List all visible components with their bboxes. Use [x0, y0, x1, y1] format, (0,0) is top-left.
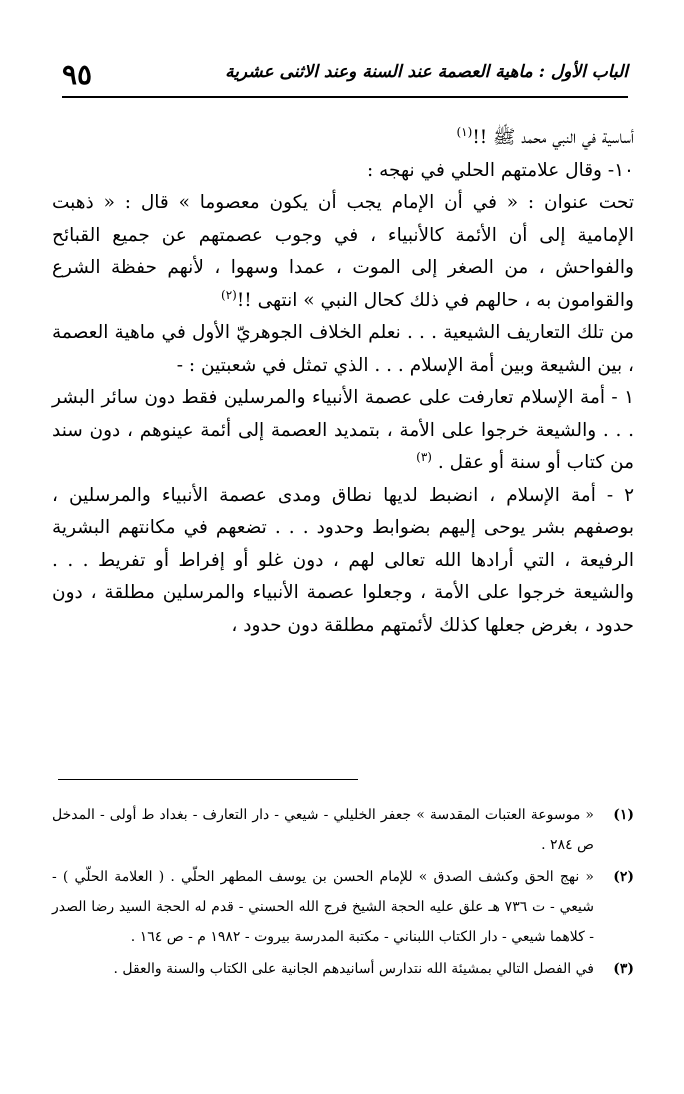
paragraph-2: ١٠- وقال علامتهم الحلي في نهجه : — [367, 159, 634, 181]
footnote-number: (٣) — [613, 961, 634, 977]
body-text — [52, 122, 634, 642]
running-header — [62, 58, 628, 98]
paragraph-5-text: ١ - أمة الإسلام تعارفت على عصمة الأنبياء والمرسلين فقط دون سائر البشر . . . والشيعة خرجوا على الأمة ، بتمديد العصمة إلى أئمة عينوهم ، دون سند من كتاب أو سنة أو عقل . — [52, 387, 634, 473]
paragraph-3-text: تحت عنوان : « في أن الإمام يجب أن يكون معصوما » قال : « ذهبت الإمامية إلى أن الأئمة كالأنبياء ، في وجوب عصمتهم عن جميع القبائح والفواحش ، من الصغر إلى الموت ، عمدا وسهوا ، لأنهم حفظة الشرع والقوامون به ، حالهم في ذلك كحال النبي » انتهى !! — [52, 192, 634, 311]
footnote-ref-2: (٢) — [221, 287, 237, 302]
header-title: الباب الأول : ماهية العصمة عند السنة وعند الاثنى عشرية — [225, 62, 628, 82]
paragraph-5 — [52, 382, 634, 480]
footnote-ref-3: (٣) — [416, 449, 432, 464]
footnote-text: في الفصل التالي بمشيئة الله نتدارس أسانيدهم الجانية على الكتاب والسنة والعقل . — [113, 961, 594, 977]
paragraph-6: ٢ - أمة الإسلام ، انضبط لديها نطاق ومدى عصمة الأنبياء والمرسلين ، بوصفهم بشر يوحى إليهم بضوابط وحدود . . . تضعهم في مكانتهم البشرية الرفيعة ، التي أرادها الله تعالى لهم ، دون غلو أو إفراط أو تفريط . . . والشيعة خرجوا على الأمة ، وجعلوا عصمة الأنبياء والمرسلين مطلقة ، دون حدود ، بغرض جعلها كذلك لأئمتهم مطلقة دون حدود ، — [52, 484, 634, 636]
page-number: ٩٥ — [62, 58, 93, 91]
footnotes — [52, 800, 634, 986]
paragraph-3 — [52, 187, 634, 317]
footnote-number: (١) — [613, 807, 634, 823]
header-rule — [62, 96, 628, 98]
paragraph-4: من تلك التعاريف الشيعية . . . نعلم الخلاف الجوهريّ الأول في ماهية العصمة ، بين الشيعة وبين أمة الإسلام . . . الذي تمثل في شعبتين : - — [52, 322, 634, 376]
footnote-number: (٢) — [613, 869, 634, 885]
footnote-text: « موسوعة العتبات المقدسة » جعفر الخليلي - شيعي - دار التعارف - بغداد ط أولى - المدخل ص ٢٨٤ . — [52, 807, 594, 853]
paragraph-1-text: أساسية في النبي محمد ﷺ !! — [472, 127, 634, 148]
footnote-ref-1: (١) — [456, 124, 473, 139]
footnote-3 — [52, 954, 634, 984]
footnote-2 — [52, 862, 634, 952]
footnote-text: « نهج الحق وكشف الصدق » للإمام الحسن بن يوسف المطهر الحلّي . ( العلامة الحلّي ) - شيعي - ت ٧٣٦ هـ علق عليه الحجة الشيخ فرج الله الحسني - قدم له الحجة السيد رضا الصدر - كلاهما شيعي - دار الكتاب اللبناني - مكتبة المدرسة بيروت - ١٩٨٢ م - ص ١٦٤ . — [52, 869, 594, 945]
paragraph-1 — [52, 122, 634, 155]
footnote-1 — [52, 800, 634, 860]
footnote-separator — [58, 779, 358, 780]
